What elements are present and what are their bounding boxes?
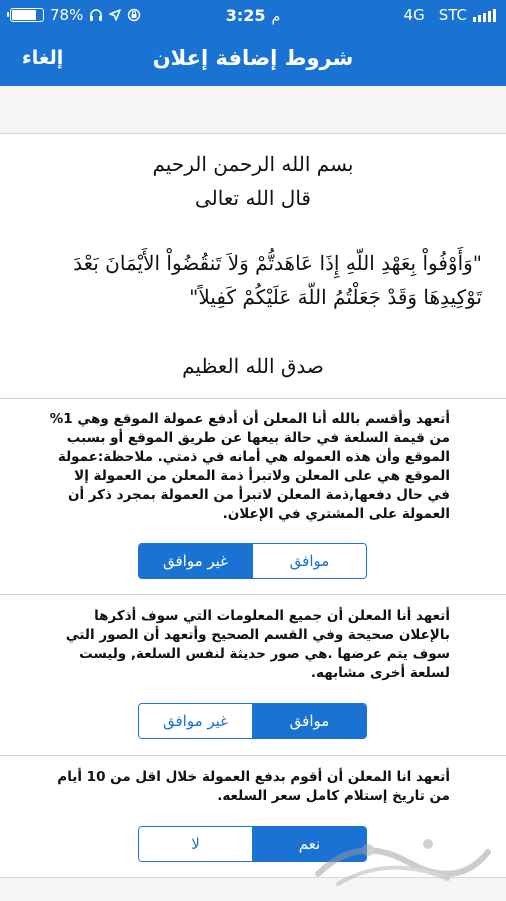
divider	[0, 398, 506, 399]
status-right	[404, 6, 496, 24]
term-3-disagree-option[interactable]: لا	[139, 827, 252, 861]
carrier-name: STC	[438, 6, 467, 24]
headphones-icon	[89, 8, 103, 22]
battery-percent: 78%	[50, 6, 84, 24]
signal-icon	[473, 8, 496, 22]
term-1-text: أتعهد وأقسم بالله أنا المعلن أن أدفع عمولة الموقع وهي 1% من قيمة السلعة في حالة بيعها عن طريق الموقع أو بسبب الموقع وأن هذه العموله هي أمانه في ذمتي. ملاحظة:عمولة الموقع هي على المعلن ولاتبرأ ذمة المعلن من العمولة إلا في حال دفعها,ذمة المعلن لاتبرأ من العمولة بمجرد ذكر أن العمولة على المشتري في الإعلان.	[49, 411, 450, 522]
battery-icon	[10, 8, 44, 22]
quote-closing: صدق الله العظيم	[182, 354, 324, 378]
network-type: 4G	[403, 6, 425, 24]
term-1-segmented-control	[138, 543, 367, 579]
term-3-segmented-control	[138, 826, 367, 862]
status-bar	[0, 0, 506, 30]
navigation-bar	[0, 30, 506, 86]
term-2-agree-option[interactable]: موافق	[252, 704, 366, 738]
page-title: شروط إضافة إعلان	[152, 46, 354, 70]
term-3-text: أتعهد انا المعلن أن أقوم بدفع العمولة خلال اقل من 10 أيام من تاريخ إستلام كامل سعر السلعه.	[57, 769, 450, 804]
rotation-lock-icon	[127, 8, 141, 22]
quote-block	[0, 134, 506, 398]
term-1-agree-option[interactable]: موافق	[252, 544, 366, 578]
basmala-text: بسم الله الرحمن الرحيم	[152, 152, 354, 176]
term-2-segmented-control	[138, 703, 367, 739]
divider	[0, 594, 506, 595]
header-spacer	[0, 86, 506, 134]
location-arrow-icon	[109, 9, 121, 21]
clock-time: 3:25	[225, 5, 266, 25]
status-time	[226, 6, 280, 25]
term-2-text: أتعهد أنا المعلن أن جميع المعلومات التي سوف أذكرها بالإعلان صحيحة وفي القسم الصحيح وأتعهد أن الصور التي سوف يتم عرضها .هي صور حديثة لنفس السلعة, وليست لسلعة أخرى مشابهه.	[65, 608, 450, 681]
divider	[0, 755, 506, 756]
status-left	[10, 6, 141, 24]
clock-suffix: م	[271, 8, 281, 25]
quote-intro: قال الله تعالى	[195, 186, 311, 210]
footer-spacer	[0, 877, 506, 901]
verse-text: "وَأَوْفُواْ بِعَهْدِ اللّهِ إِذَا عَاهَدتُّمْ وَلاَ تَنقُضُواْ الأَيْمَانَ بَعْدَ تَوْكِيدِهَا وَقَدْ جَعَلْتُمُ اللّهَ عَلَيْكُمْ كَفِيلاً"	[73, 251, 482, 309]
term-2-disagree-option[interactable]: غير موافق	[139, 704, 252, 738]
term-3-agree-option[interactable]: نعم	[252, 827, 366, 861]
term-1-disagree-option[interactable]: غير موافق	[139, 544, 252, 578]
cancel-button[interactable]: إلغاء	[22, 47, 64, 69]
